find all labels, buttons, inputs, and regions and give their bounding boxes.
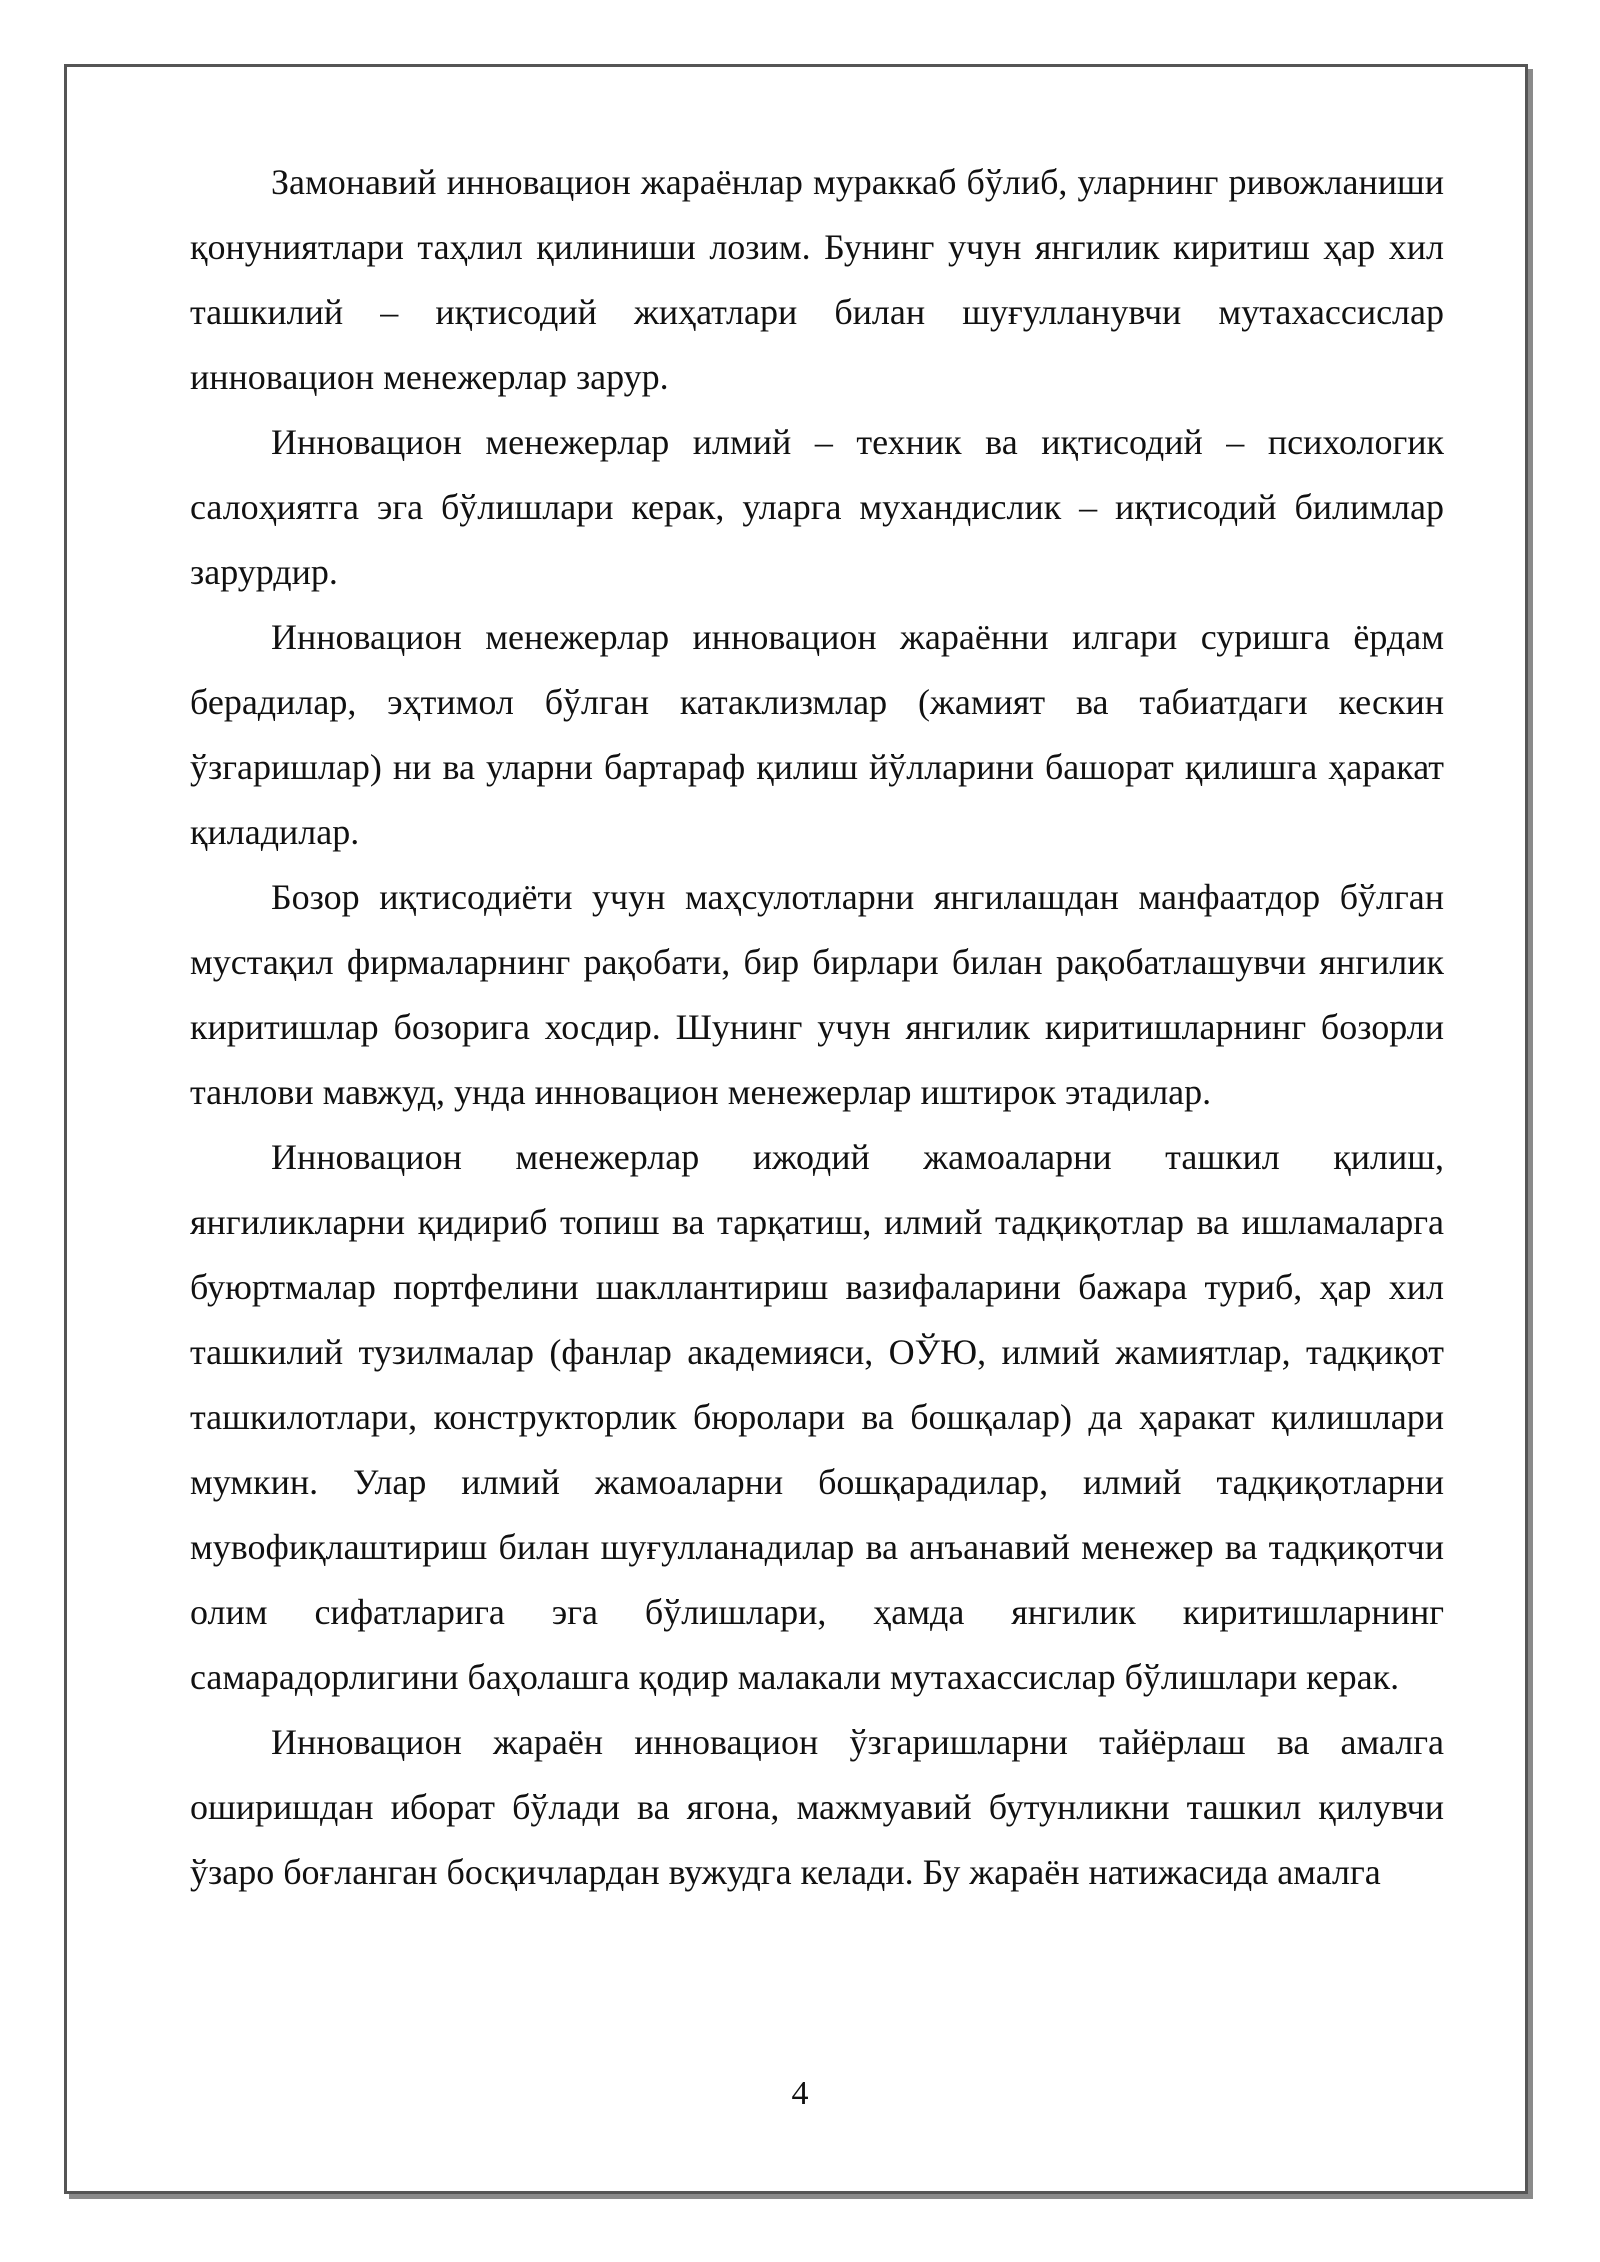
paragraph: Бозор иқтисодиёти учун маҳсулотларни янгилашдан манфаатдор бўлган мустақил фирмаларнинг рақобати, бир бирлари билан рақобатлашувчи янгилик киритишлар бозорига хосдир. Шунинг учун янгилик киритишларнинг бозорли танлови мавжуд, унда инновацион менежерлар иштирок этадилар. xyxy=(190,877,1444,1112)
paragraph: Инновацион менежерлар илмий – техник ва иқтисодий – психологик салоҳиятга эга бўлишлари керак, уларга мухандислик – иқтисодий билимлар зарурдир. xyxy=(190,422,1444,592)
paragraph: Инновацион жараён инновацион ўзгаришларни тайёрлаш ва амалга оширишдан иборат бўлади ва ягона, мажмуавий бутунликни ташкил қилувчи ўзаро боғланган босқичлардан вужудга келади. Бу жараён натижасида амалга xyxy=(190,1722,1444,1892)
paragraph: Инновацион менежерлар ижодий жамоаларни ташкил қилиш, янгиликларни қидириб топиш ва тарқатиш, илмий тадқиқотлар ва ишламаларга буюртмалар портфелини шакллантириш вазифаларини бажара туриб, ҳар хил ташкилий тузилмалар (фанлар академияси, ОЎЮ, илмий жамиятлар, тадқиқот ташкилотлари, конструкторлик бюролари ва бошқалар) да ҳаракат қилишлари мумкин. Улар илмий жамоаларни бошқарадилар, илмий тадқиқотларни мувофиқлаштириш билан шуғулланадилар ва анъанавий менежер ва тадқиқотчи олим сифатларига эга бўлишлари, ҳамда янгилик киритишларнинг самарадорлигини баҳолашга қодир малакали мутахассислар бўлишлари керак. xyxy=(190,1137,1444,1697)
paragraph: Замонавий инновацион жараёнлар мураккаб бўлиб, уларнинг ривожланиши қонуниятлари таҳлил қилиниши лозим. Бунинг учун янгилик киритиш ҳар хил ташкилий – иқтисодий жиҳатлари билан шуғулланувчи мутахассислар инновацион менежерлар зарур. xyxy=(190,162,1444,397)
page-number: 4 xyxy=(791,2075,809,2112)
document-body xyxy=(190,150,1444,1905)
paragraph: Инновацион менежерлар инновацион жараённи илгари суришга ёрдам берадилар, эҳтимол бўлган катаклизмлар (жамият ва табиатдаги кескин ўзгаришлар) ни ва уларни бартараф қилиш йўлларини башорат қилишга ҳаракат қиладилар. xyxy=(190,617,1444,852)
